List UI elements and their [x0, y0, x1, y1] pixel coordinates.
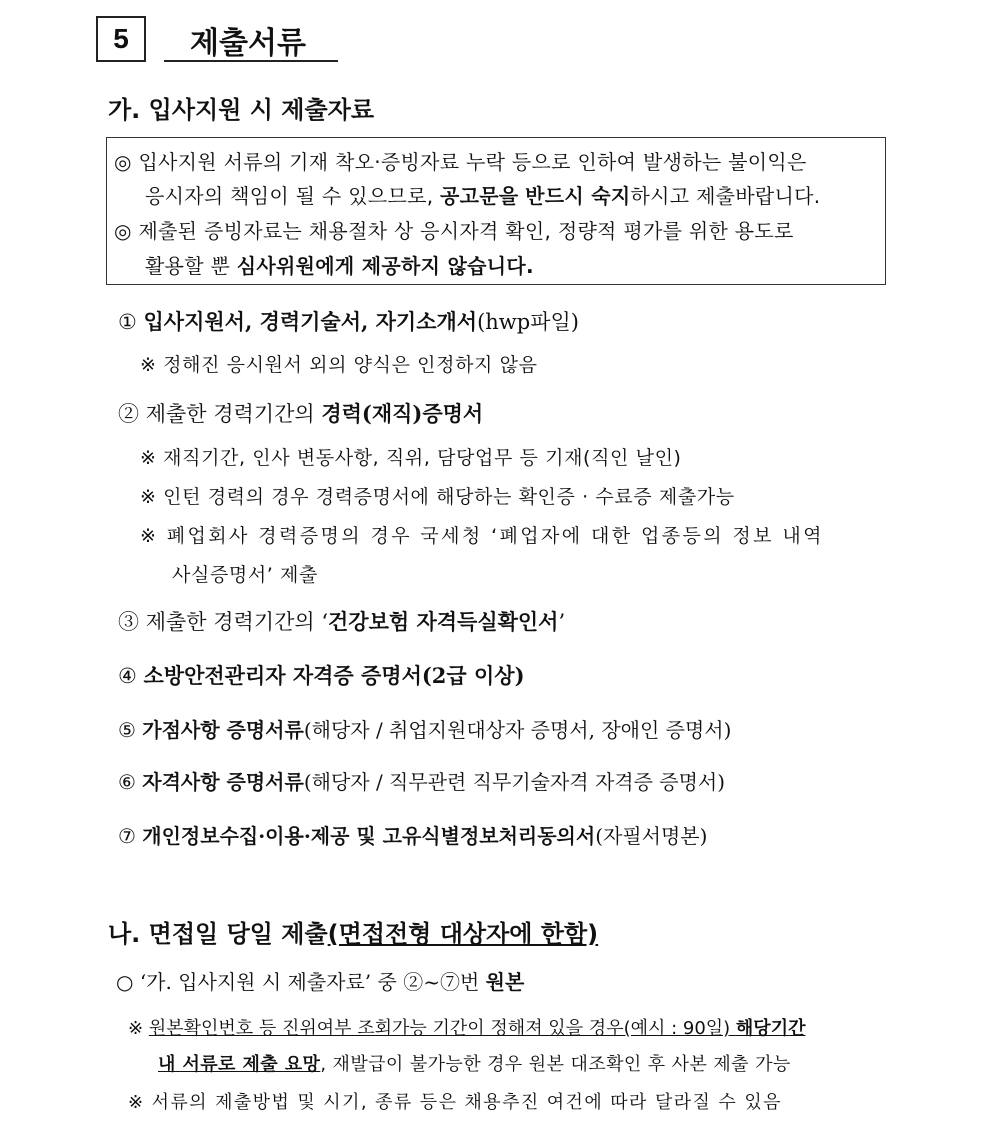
part-a-heading: 가. 입사지원 시 제출자료	[108, 96, 375, 124]
item-number: ⑦	[118, 824, 136, 848]
item-bold: 건강보험 자격득실확인서	[328, 609, 559, 634]
note	[140, 482, 735, 509]
note-text: 인턴 경력의 경우 경력증명서에 해당하는 확인증 · 수료증 제출가능	[163, 486, 735, 508]
notice-text: 제출된 증빙자료는 채용절차 상 응시자격 확인, 정량적 평가를 위한 용도로	[138, 219, 794, 243]
note-mark: ※	[140, 447, 157, 469]
note	[140, 350, 538, 377]
note-mark: ※	[140, 525, 159, 547]
circle-bullet: ○	[116, 970, 134, 994]
item-bold: 가점사항 증명서류	[142, 718, 304, 742]
part-b-note	[128, 1088, 782, 1114]
list-item	[118, 398, 483, 428]
item-text: 제출한 경력기간의 ‘	[145, 610, 329, 634]
item-number: ⑥	[118, 770, 136, 794]
note	[140, 443, 682, 470]
part-b-note-continuation	[158, 1050, 791, 1076]
note-text: 서류의 제출방법 및 시기, 종류 등은 채용추진 여건에 따라 달라질 수 있음	[151, 1092, 782, 1113]
notice-2-line-2	[145, 250, 534, 279]
item-text: ’	[558, 610, 566, 634]
notice-bold: 반드시 숙지	[525, 184, 631, 208]
list-item	[118, 606, 565, 636]
notice-text: 입사지원 서류의 기재 착오·증빙자료 누락 등으로 인하여 발생하는 불이익은	[138, 150, 807, 174]
section-title-underline	[164, 60, 338, 62]
note-mark: ※	[128, 1018, 144, 1039]
part-b-note	[128, 1014, 805, 1040]
notice-1-line-2	[145, 180, 820, 209]
part-b-line	[116, 966, 524, 995]
note-mark: ※	[140, 354, 157, 376]
notice-text: 하시고 제출바랍니다.	[630, 184, 821, 208]
section-number: 5	[96, 16, 146, 62]
note-bold: 해당기간	[735, 1018, 806, 1039]
list-item	[118, 714, 731, 743]
list-item	[118, 306, 579, 336]
notice-bold: 심사위원에게 제공하지 않습니다.	[236, 254, 534, 278]
notice-1-line-1	[114, 146, 807, 175]
section-title: 제출서류	[190, 26, 306, 61]
notice-bullet: ◎	[114, 219, 132, 243]
list-item	[118, 766, 725, 795]
notice-text: 활용할 뿐	[145, 254, 237, 278]
item-number: ②	[118, 402, 139, 426]
item-number: ①	[118, 310, 137, 334]
note-text: 원본확인번호 등 진위여부 조회가능 기간이 정해져 있을 경우(예시 : 90일)	[148, 1018, 736, 1039]
notice-text: 응시자의 책임이 될 수 있으므로,	[145, 184, 441, 208]
notice-bullet: ◎	[114, 150, 132, 174]
item-number: ③	[118, 610, 139, 634]
list-item	[118, 660, 525, 690]
part-b-heading	[108, 914, 598, 949]
note-mark: ※	[140, 486, 157, 508]
item-bold: 입사지원서, 경력기술서, 자기소개서	[143, 309, 478, 334]
item-bold: 개인정보수집·이용·제공 및 고유식별정보처리동의서	[142, 824, 596, 848]
part-b-heading-paren: (면접전형 대상자에 한함)	[327, 920, 599, 948]
notice-2-line-1	[114, 215, 794, 244]
item-text: 제출한 경력기간의	[145, 402, 322, 426]
note-continuation: 사실증명서’ 제출	[172, 564, 318, 586]
item-number: ④	[118, 664, 137, 688]
item-text: (hwp파일)	[477, 310, 579, 334]
note-mark: ※	[128, 1092, 145, 1113]
part-b-text: ‘가. 입사지원 시 제출자료’ 중 ②~⑦번	[139, 970, 486, 994]
part-b-heading-text: 나. 면접일 당일 제출	[108, 920, 328, 948]
item-text: (해당자 / 취업지원대상자 증명서, 장애인 증명서)	[303, 718, 732, 742]
part-b-bold: 원본	[485, 970, 525, 994]
item-bold: 경력(재직)증명서	[321, 401, 484, 426]
item-bold: 자격사항 증명서류	[142, 770, 304, 794]
item-bold: 소방안전관리자 자격증 증명서(2급 이상)	[143, 663, 525, 688]
item-text: (자필서명본)	[595, 824, 708, 848]
list-item	[118, 820, 707, 849]
notice-bold: 공고문을	[440, 184, 519, 208]
note-bold: 내 서류로 제출 요망	[158, 1054, 321, 1075]
note-text: 정해진 응시원서 외의 양식은 인정하지 않음	[163, 354, 538, 376]
note	[140, 521, 824, 548]
item-text: (해당자 / 직무관련 직무기술자격 자격증 증명서)	[303, 770, 726, 794]
note-text: 재직기간, 인사 변동사항, 직위, 담당업무 등 기재(직인 날인)	[163, 447, 682, 469]
note-text: 폐업회사 경력증명의 경우 국세청 ‘폐업자에 대한 업종등의 정보 내역	[166, 525, 824, 547]
item-number: ⑤	[118, 718, 136, 742]
note-text: , 재발급이 불가능한 경우 원본 대조확인 후 사본 제출 가능	[320, 1054, 791, 1075]
